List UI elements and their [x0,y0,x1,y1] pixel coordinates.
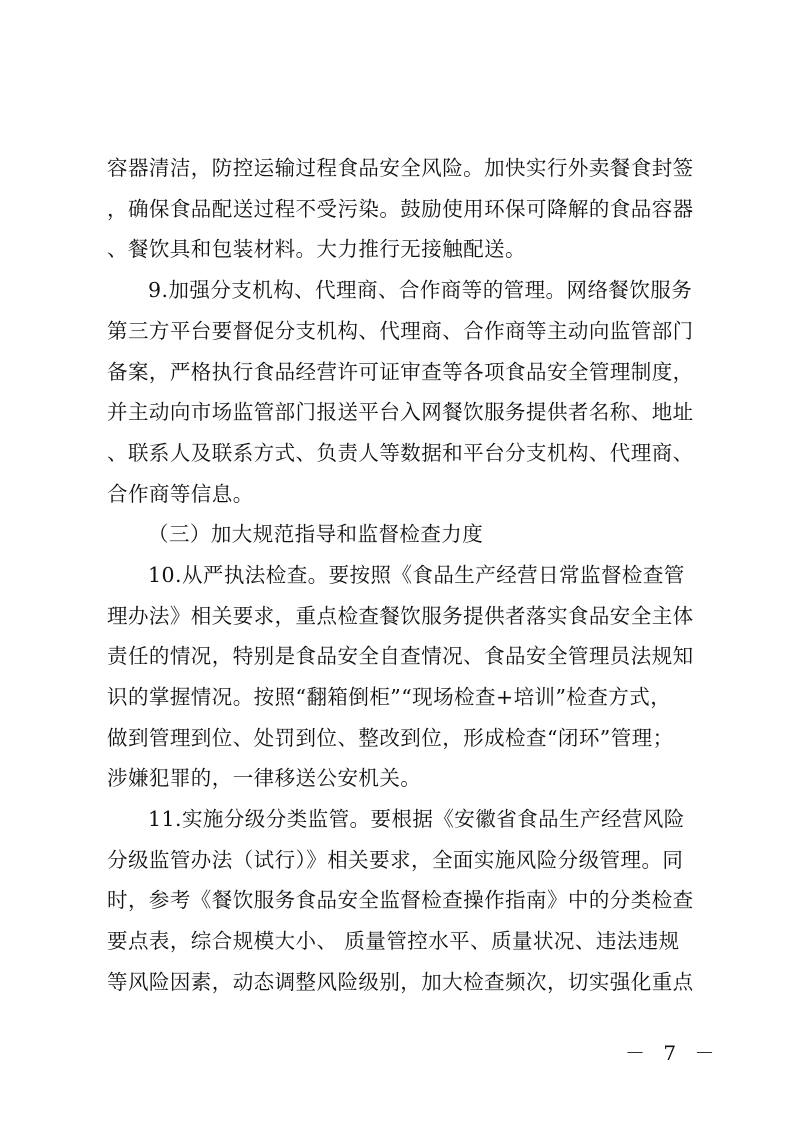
paragraph-9-start: 9.加强分支机构、代理商、合作商等的管理。网络餐饮服务 [148,278,693,302]
paragraph-11-start: 11.实施分级分类监管。要根据《安徽省食品生产经营风险 [148,807,685,831]
text-line: 做到管理到位、处罚到位、整改到位，形成检查“闭环”管理； [107,726,674,750]
text-line: 责任的情况，特别是食品安全自查情况、食品安全管理员法规知 [107,644,694,668]
text-line: 并主动向市场监管部门报送平台入网餐饮服务提供者名称、地址 [107,400,694,424]
text-line: 分级监管办法（试行）》相关要求，全面实施风险分级管理。同 [107,848,684,872]
text-line: 合作商等信息。 [107,482,254,506]
text-line: 容器清洁，防控运输过程食品安全风险。加快实行外卖餐食封签 [107,156,694,180]
text-line: 要点表，综合规模大小、 质量管控水平、质量状况、违法违规 [107,929,680,953]
text-line: ，确保食品配送过程不受污染。鼓励使用环保可降解的食品容器 [107,197,694,221]
text-line: 识的掌握情况。按照“翻箱倒柜”“现场检查+培训”检查方式， [107,685,672,709]
text-line: 第三方平台要督促分支机构、代理商、合作商等主动向监管部门 [107,319,694,343]
text-line: 、联系人及联系方式、负责人等数据和平台分支机构、代理商、 [107,441,694,465]
text-line: 等风险因素，动态调整风险级别，加大检查频次，切实强化重点 [107,970,694,994]
page-number: － 7 － [625,1041,721,1065]
paragraph-10-start: 10.从严执法检查。要按照《食品生产经营日常监督检查管 [148,563,685,587]
text-line: 时，参考《餐饮服务食品安全监督检查操作指南》中的分类检查 [107,888,694,912]
text-line: 理办法》相关要求，重点检查餐饮服务提供者落实食品安全主体 [107,604,694,628]
text-line: 涉嫌犯罪的，一律移送公安机关。 [107,766,422,790]
text-line: 备案，严格执行食品经营许可证审查等各项食品安全管理制度， [107,360,694,384]
section-heading: （三）加大规范指导和监督检查力度 [148,522,484,546]
text-line: 、餐饮具和包装材料。大力推行无接触配送。 [107,237,526,261]
